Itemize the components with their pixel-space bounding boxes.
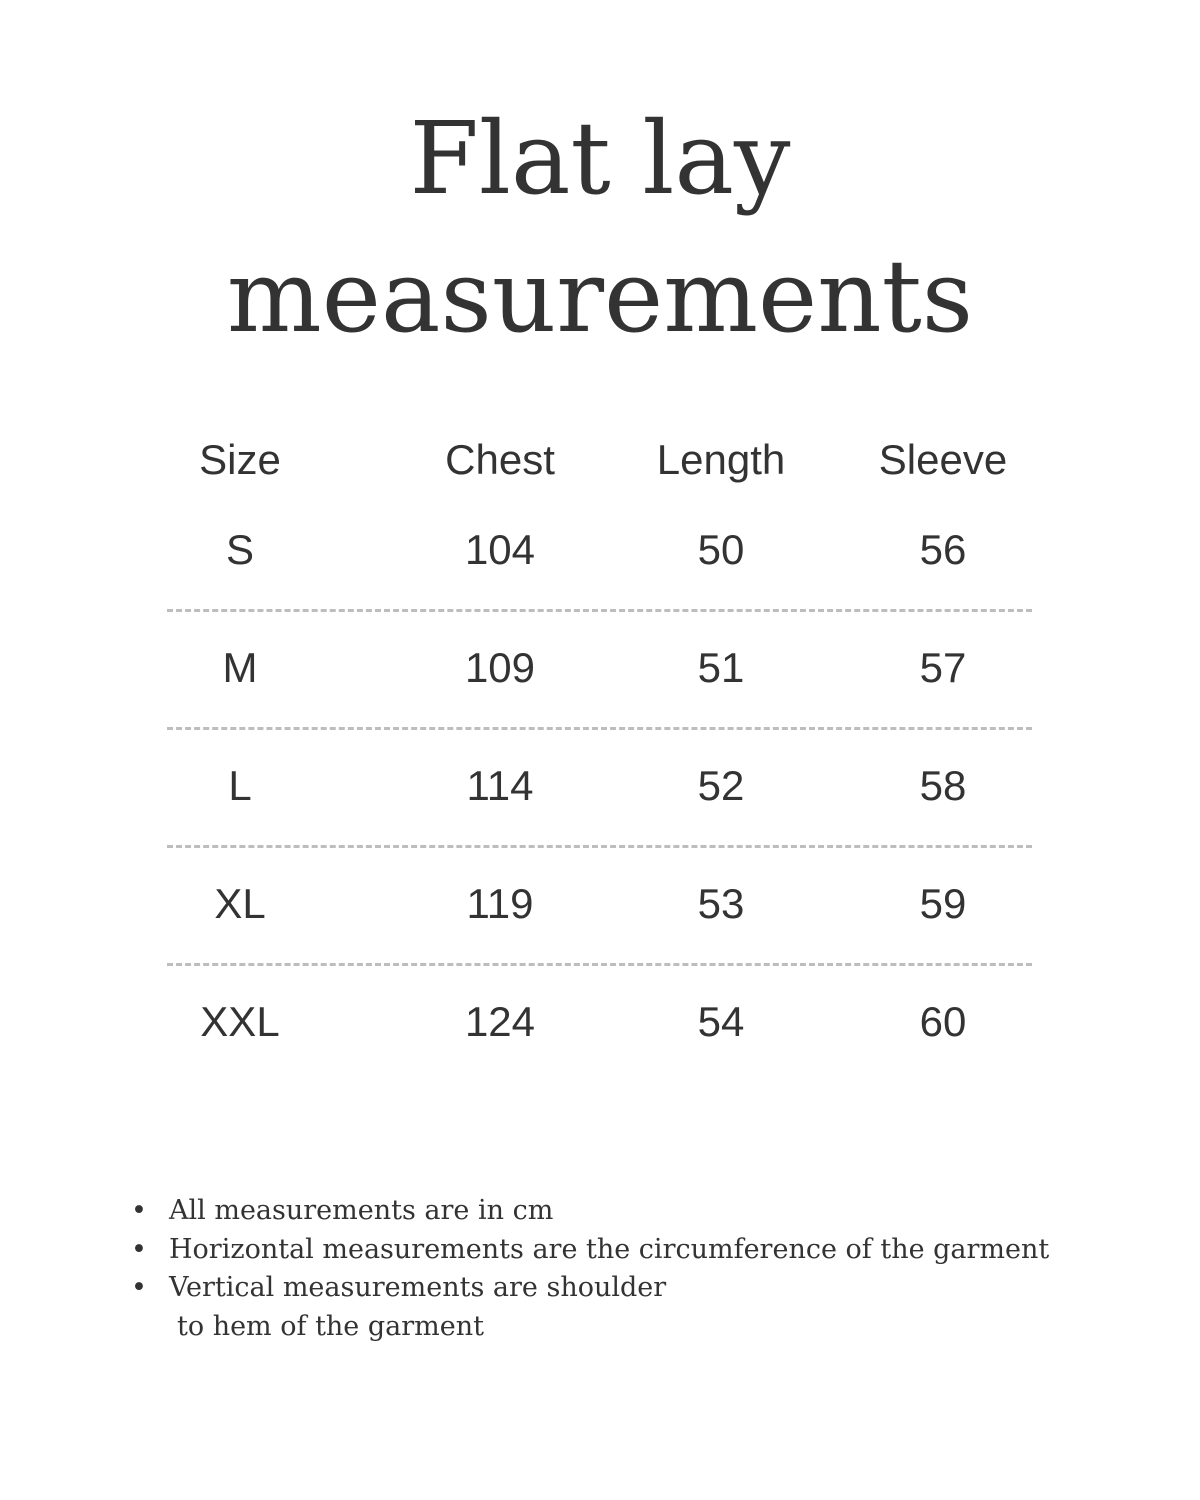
cell-sleeve: 57 [919, 644, 967, 691]
list-item [130, 1231, 1130, 1270]
cell-sleeve: 59 [919, 880, 967, 927]
bullet-icon: • [131, 1233, 147, 1265]
size-table [167, 430, 1032, 1110]
page-title [0, 90, 1200, 366]
cell-sleeve: 56 [919, 526, 967, 573]
cell-length: 53 [697, 880, 745, 927]
table-row [167, 756, 1032, 874]
cell-chest: 119 [466, 880, 534, 927]
header-sleeve: Sleeve [878, 436, 1008, 483]
cell-size: XL [214, 880, 266, 927]
table-row [167, 638, 1032, 756]
note-text: Horizontal measurements are the circumference of the garment [169, 1233, 1050, 1265]
cell-chest: 104 [464, 526, 536, 573]
cell-sleeve: 60 [919, 998, 967, 1045]
table-header-row [167, 430, 1032, 490]
header-size: Size [199, 436, 281, 483]
note-text: Vertical measurements are shoulder [169, 1272, 667, 1303]
note-text-continuation: to hem of the garment [177, 1310, 484, 1342]
table-row [167, 520, 1032, 638]
list-item [130, 1269, 1130, 1346]
bullet-icon: • [131, 1195, 147, 1226]
header-length: Length [656, 436, 786, 483]
note-text: All measurements are in cm [169, 1195, 554, 1226]
bullet-icon: • [131, 1272, 147, 1303]
measurement-notes [130, 1192, 1130, 1346]
cell-length: 51 [697, 644, 745, 691]
row-divider [167, 609, 1032, 612]
title-line-2: measurements [226, 238, 974, 355]
cell-length: 50 [697, 526, 745, 573]
list-item [130, 1192, 1130, 1231]
row-divider [167, 963, 1032, 966]
cell-sleeve: 58 [919, 762, 967, 809]
cell-length: 54 [697, 998, 745, 1045]
cell-size: L [228, 762, 252, 809]
cell-chest: 114 [466, 762, 534, 809]
row-divider [167, 727, 1032, 730]
cell-chest: 109 [464, 644, 536, 691]
row-divider [167, 845, 1032, 848]
cell-length: 52 [697, 762, 745, 809]
cell-size: XXL [200, 998, 280, 1045]
cell-chest: 124 [464, 998, 536, 1045]
cell-size: S [225, 526, 254, 573]
header-chest: Chest [445, 436, 555, 483]
cell-size: M [222, 644, 258, 691]
table-row [167, 874, 1032, 992]
table-row [167, 992, 1032, 1110]
title-line-1: Flat lay [409, 100, 791, 217]
